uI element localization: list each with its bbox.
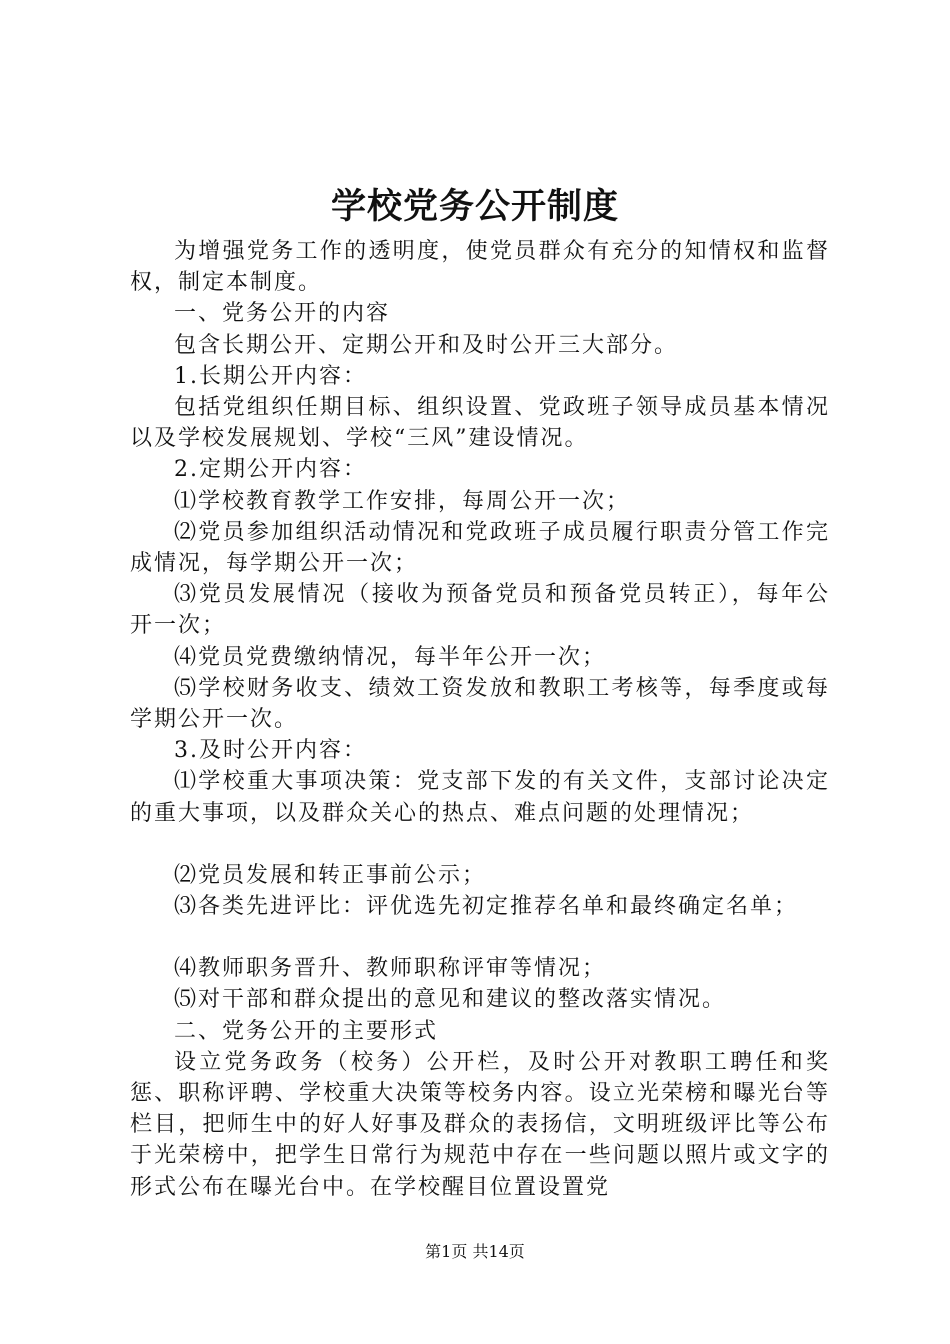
paragraph: 设立党务政务（校务）公开栏，及时公开对教职工聘任和奖惩、职称评聘、学校重大决策等校务内容。设立光荣榜和曝光台等栏目，把师生中的好人好事及群众的表扬信，文明班级评比等公布于光荣榜中，把学生日常行为规范中存在一些问题以照片或文字的形式公布在曝光台中。在学校醒目位置设置党 (130, 1049, 830, 1200)
list-item: ⑵党员参加组织活动情况和党政班子成员履行职责分管工作完成情况，每学期公开一次； (130, 519, 830, 577)
subsection-heading: 1.长期公开内容： (174, 363, 367, 389)
subsection-heading: 3.及时公开内容： (174, 738, 367, 764)
list-item: ⑸对干部和群众提出的意见和建议的整改落实情况。 (174, 987, 727, 1013)
paragraph: 包含长期公开、定期公开和及时公开三大部分。 (174, 332, 679, 358)
paragraph-intro: 为增强党务工作的透明度，使党员群众有充分的知情权和监督权，制定本制度。 (130, 239, 830, 296)
list-item: ⑷党员党费缴纳情况，每半年公开一次； (174, 644, 607, 670)
list-item: ⑴学校重大事项决策：党支部下发的有关文件，支部讨论决定的重大事项，以及群众关心的热点、难点问题的处理情况； (130, 769, 830, 826)
list-item: ⑶各类先进评比：评优选先初定推荐名单和最终确定名单； (174, 894, 799, 920)
list-item: ⑴学校教育教学工作安排，每周公开一次； (174, 488, 631, 514)
document-title: 学校党务公开制度 (330, 186, 619, 227)
list-item: ⑶党员发展情况（接收为预备党员和预备党员转正），每年公开一次； (130, 582, 830, 639)
subsection-heading: 2.定期公开内容： (174, 457, 367, 483)
list-item: ⑸学校财务收支、绩效工资发放和教职工考核等，每季度或每学期公开一次。 (130, 675, 830, 733)
page-number: 第1页 共14页 (425, 1242, 525, 1261)
list-item: ⑷教师职务晋升、教师职称评审等情况； (174, 956, 607, 982)
document-body (130, 236, 830, 1203)
paragraph: 包括党组织任期目标、组织设置、党政班子领导成员基本情况以及学校发展规划、学校“三风”建设情况。 (130, 395, 830, 452)
list-item: ⑵党员发展和转正事前公示； (174, 862, 487, 888)
section-heading-forms: 二、党务公开的主要形式 (174, 1018, 439, 1044)
section-heading-content: 一、党务公开的内容 (174, 301, 391, 327)
